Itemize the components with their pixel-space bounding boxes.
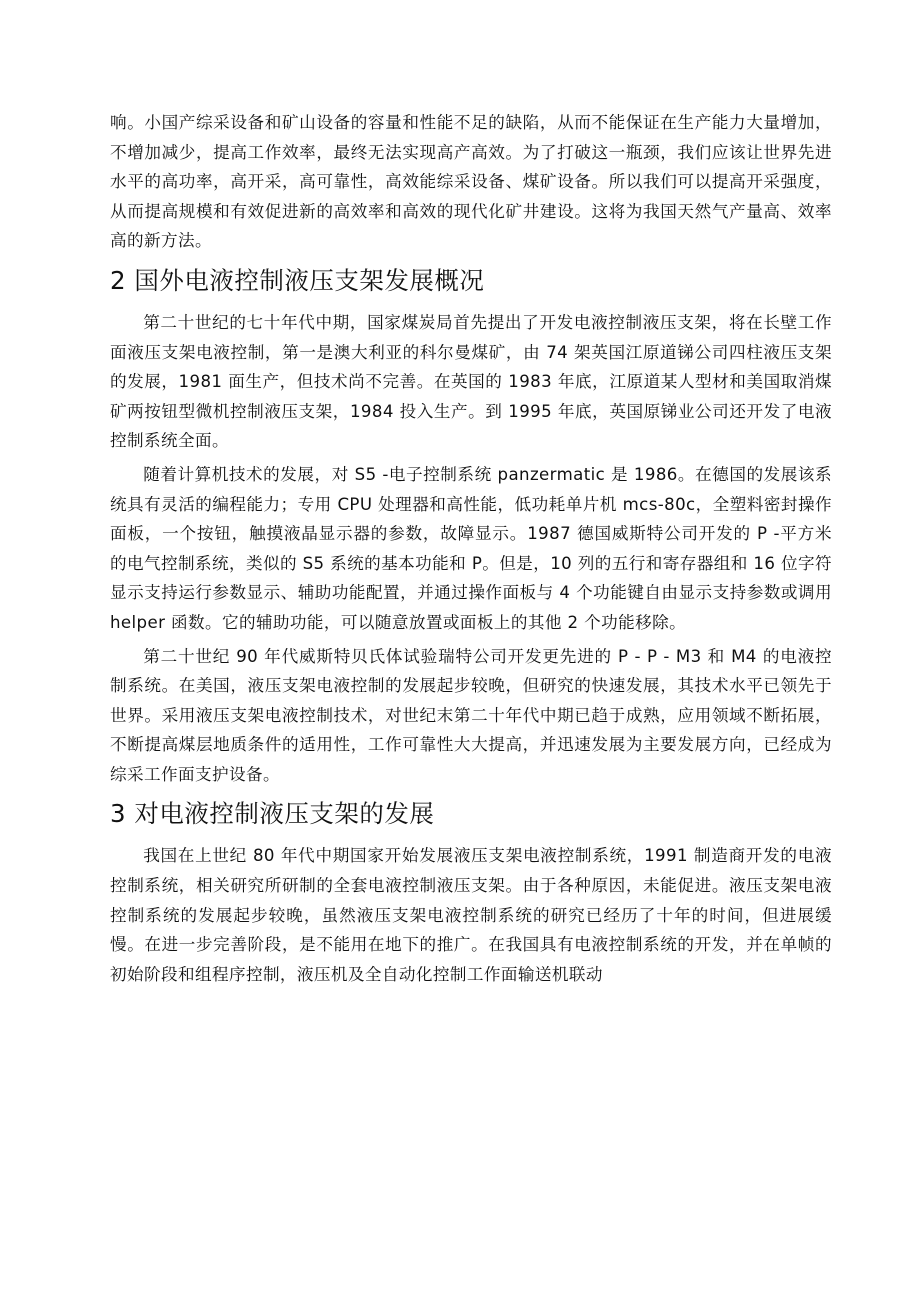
paragraph-1990s-development: 第二十世纪 90 年代威斯特贝氏体试验瑞特公司开发更先进的 P - P - M3 和 M4 的电液控制系统。在美国，液压支架电液控制的发展起步较晚，但研究的快速发展，其技术水平已领先于世界。采用液压支架电液控制技术，对世纪末第二十年代中期已趋于成熟，应用领域不断拓展，不断提高煤层地质条件的适用性，工作可靠性大大提高，并迅速发展为主要发展方向，已经成为综采工作面支护设备。 xyxy=(110,646,832,784)
paragraph-computer-control: 随着计算机技术的发展，对 S5 -电子控制系统 panzermatic 是 1986。在德国的发展该系统具有灵活的编程能力；专用 CPU 处理器和高性能，低功耗单片机 mcs-80c，全塑料密封操作面板，一个按钮，触摸液晶显示器的参数，故障显示。1987 德国威斯特公司开发的 P -平方米的电气控制系统，类似的 S5 系统的基本功能和 P。但是，10 列的五行和寄存器组和 16 位字符显示支持运行参数显示、辅助功能配置，并通过操作面板与 4 个功能键自由显示支持参数或调用 helper 函数。它的辅助功能，可以随意放置或面板上的其他 2 个功能移除。 xyxy=(110,464,832,632)
document-page xyxy=(110,108,832,993)
paragraph-foreign-history: 第二十世纪的七十年代中期，国家煤炭局首先提出了开发电液控制液压支架，将在长壁工作面液压支架电液控制，第一是澳大利亚的科尔曼煤矿，由 74 架英国江原道锑公司四柱液压支架的发展，1981 面生产，但技术尚不完善。在英国的 1983 年底，江原道某人型材和美国取消煤矿两按钮型微机控制液压支架，1984 投入生产。到 1995 年底，英国原锑业公司还开发了电液控制系统全面。 xyxy=(110,312,832,451)
section-heading-3: 3 对电液控制液压支架的发展 xyxy=(110,799,435,829)
section-heading-2: 2 国外电液控制液压支架发展概况 xyxy=(110,265,485,295)
paragraph-continuation: 响。小国产综采设备和矿山设备的容量和性能不足的缺陷，从而不能保证在生产能力大量增加，不增加减少，提高工作效率，最终无法实现高产高效。为了打破这一瓶颈，我们应该让世界先进水平的高功率，高开采，高可靠性，高效能综采设备、煤矿设备。所以我们可以提高开采强度，从而提高规模和有效促进新的高效率和高效的现代化矿井建设。这将为我国天然气产量高、效率高的新方法。 xyxy=(110,113,832,251)
paragraph-domestic-development: 我国在上世纪 80 年代中期国家开始发展液压支架电液控制系统，1991 制造商开发的电液控制系统，相关研究所研制的全套电液控制液压支架。由于各种原因，未能促进。液压支架电液控制系统的发展起步较晚，虽然液压支架电液控制系统的研究已经历了十年的时间，但进展缓慢。在进一步完善阶段，是不能用在地下的推广。在我国具有电液控制系统的开发，并在单帧的初始阶段和组程序控制，液压机及全自动化控制工作面输送机联动 xyxy=(110,846,832,984)
